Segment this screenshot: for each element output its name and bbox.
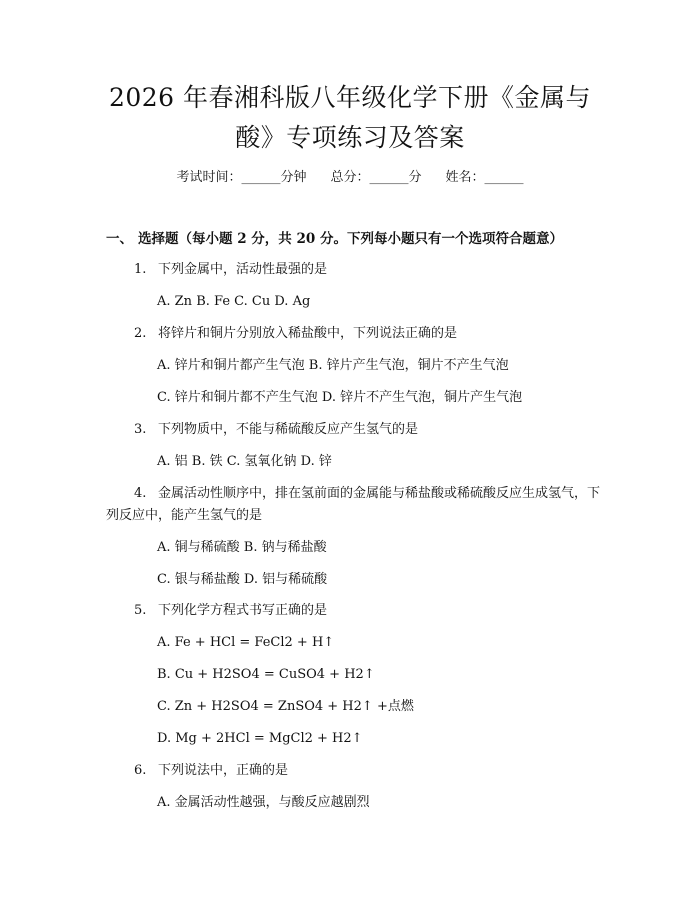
student-name-field: 姓名：______ [445, 170, 524, 185]
question-5 [134, 601, 327, 621]
question-4-options-ab: A. 铜与稀硫酸 B. 钠与稀盐酸 [157, 540, 327, 555]
question-6-option-a: A. 金属活动性越强，与酸反应越剧烈 [157, 795, 370, 810]
question-2-options-cd: C. 锌片和铜片都不产生气泡 D. 锌片不产生气泡，铜片产生气泡 [157, 390, 523, 405]
question-text: 下列物质中，不能与稀硫酸反应产生氢气的是 [158, 422, 419, 437]
question-3 [134, 420, 418, 440]
question-number: 2. [134, 326, 147, 341]
total-score-field: 总分：______分 [330, 170, 422, 185]
question-number: 6. [134, 763, 147, 778]
section-number: 一、 [106, 231, 133, 247]
question-text: 下列说法中，正确的是 [158, 763, 289, 778]
question-3-options: A. 铝 B. 铁 C. 氢氧化钠 D. 锌 [157, 454, 332, 469]
title-line-1: 2026 年春湘科版八年级化学下册《金属与 [108, 83, 592, 112]
title-line-2: 酸》专项练习及答案 [235, 123, 465, 152]
question-text: 将锌片和铜片分别放入稀盐酸中，下列说法正确的是 [158, 326, 458, 341]
question-5-option-d: D. Mg + 2HCl = MgCl2 + H2↑ [157, 731, 363, 746]
exam-time-field: 考试时间：______分钟 [176, 170, 307, 185]
question-2-options-ab: A. 锌片和铜片都产生气泡 B. 锌片产生气泡，铜片不产生气泡 [157, 358, 509, 373]
question-text: 金属活动性顺序中，排在氢前面的金属能与稀盐酸或稀硫酸反应生成氢气，下列反应中，能产生氢气的是 [106, 486, 601, 523]
question-5-option-b: B. Cu + H2SO4 = CuSO4 + H2↑ [157, 667, 375, 682]
section-heading [106, 229, 563, 249]
question-1 [134, 260, 327, 280]
question-4-options-cd: C. 银与稀盐酸 D. 铝与稀硫酸 [157, 572, 328, 587]
question-5-option-a: A. Fe + HCl = FeCl2 + H↑ [157, 635, 335, 650]
question-text: 下列化学方程式书写正确的是 [158, 603, 328, 618]
question-1-options: A. Zn B. Fe C. Cu D. Ag [157, 294, 311, 309]
question-number: 4. [134, 486, 147, 501]
question-4 [106, 483, 600, 527]
question-number: 3. [134, 422, 147, 437]
question-6 [134, 761, 288, 781]
section-title: 选择题（每小题 2 分，共 20 分。下列每小题只有一个选项符合题意） [138, 231, 563, 247]
question-number: 1. [134, 262, 147, 277]
exam-info [60, 168, 640, 188]
question-5-option-c: C. Zn + H2SO4 = ZnSO4 + H2↑ +点燃 [157, 699, 414, 714]
question-text: 下列金属中，活动性最强的是 [158, 262, 328, 277]
question-number: 5. [134, 603, 147, 618]
document-title [60, 78, 640, 158]
question-2 [134, 324, 457, 344]
